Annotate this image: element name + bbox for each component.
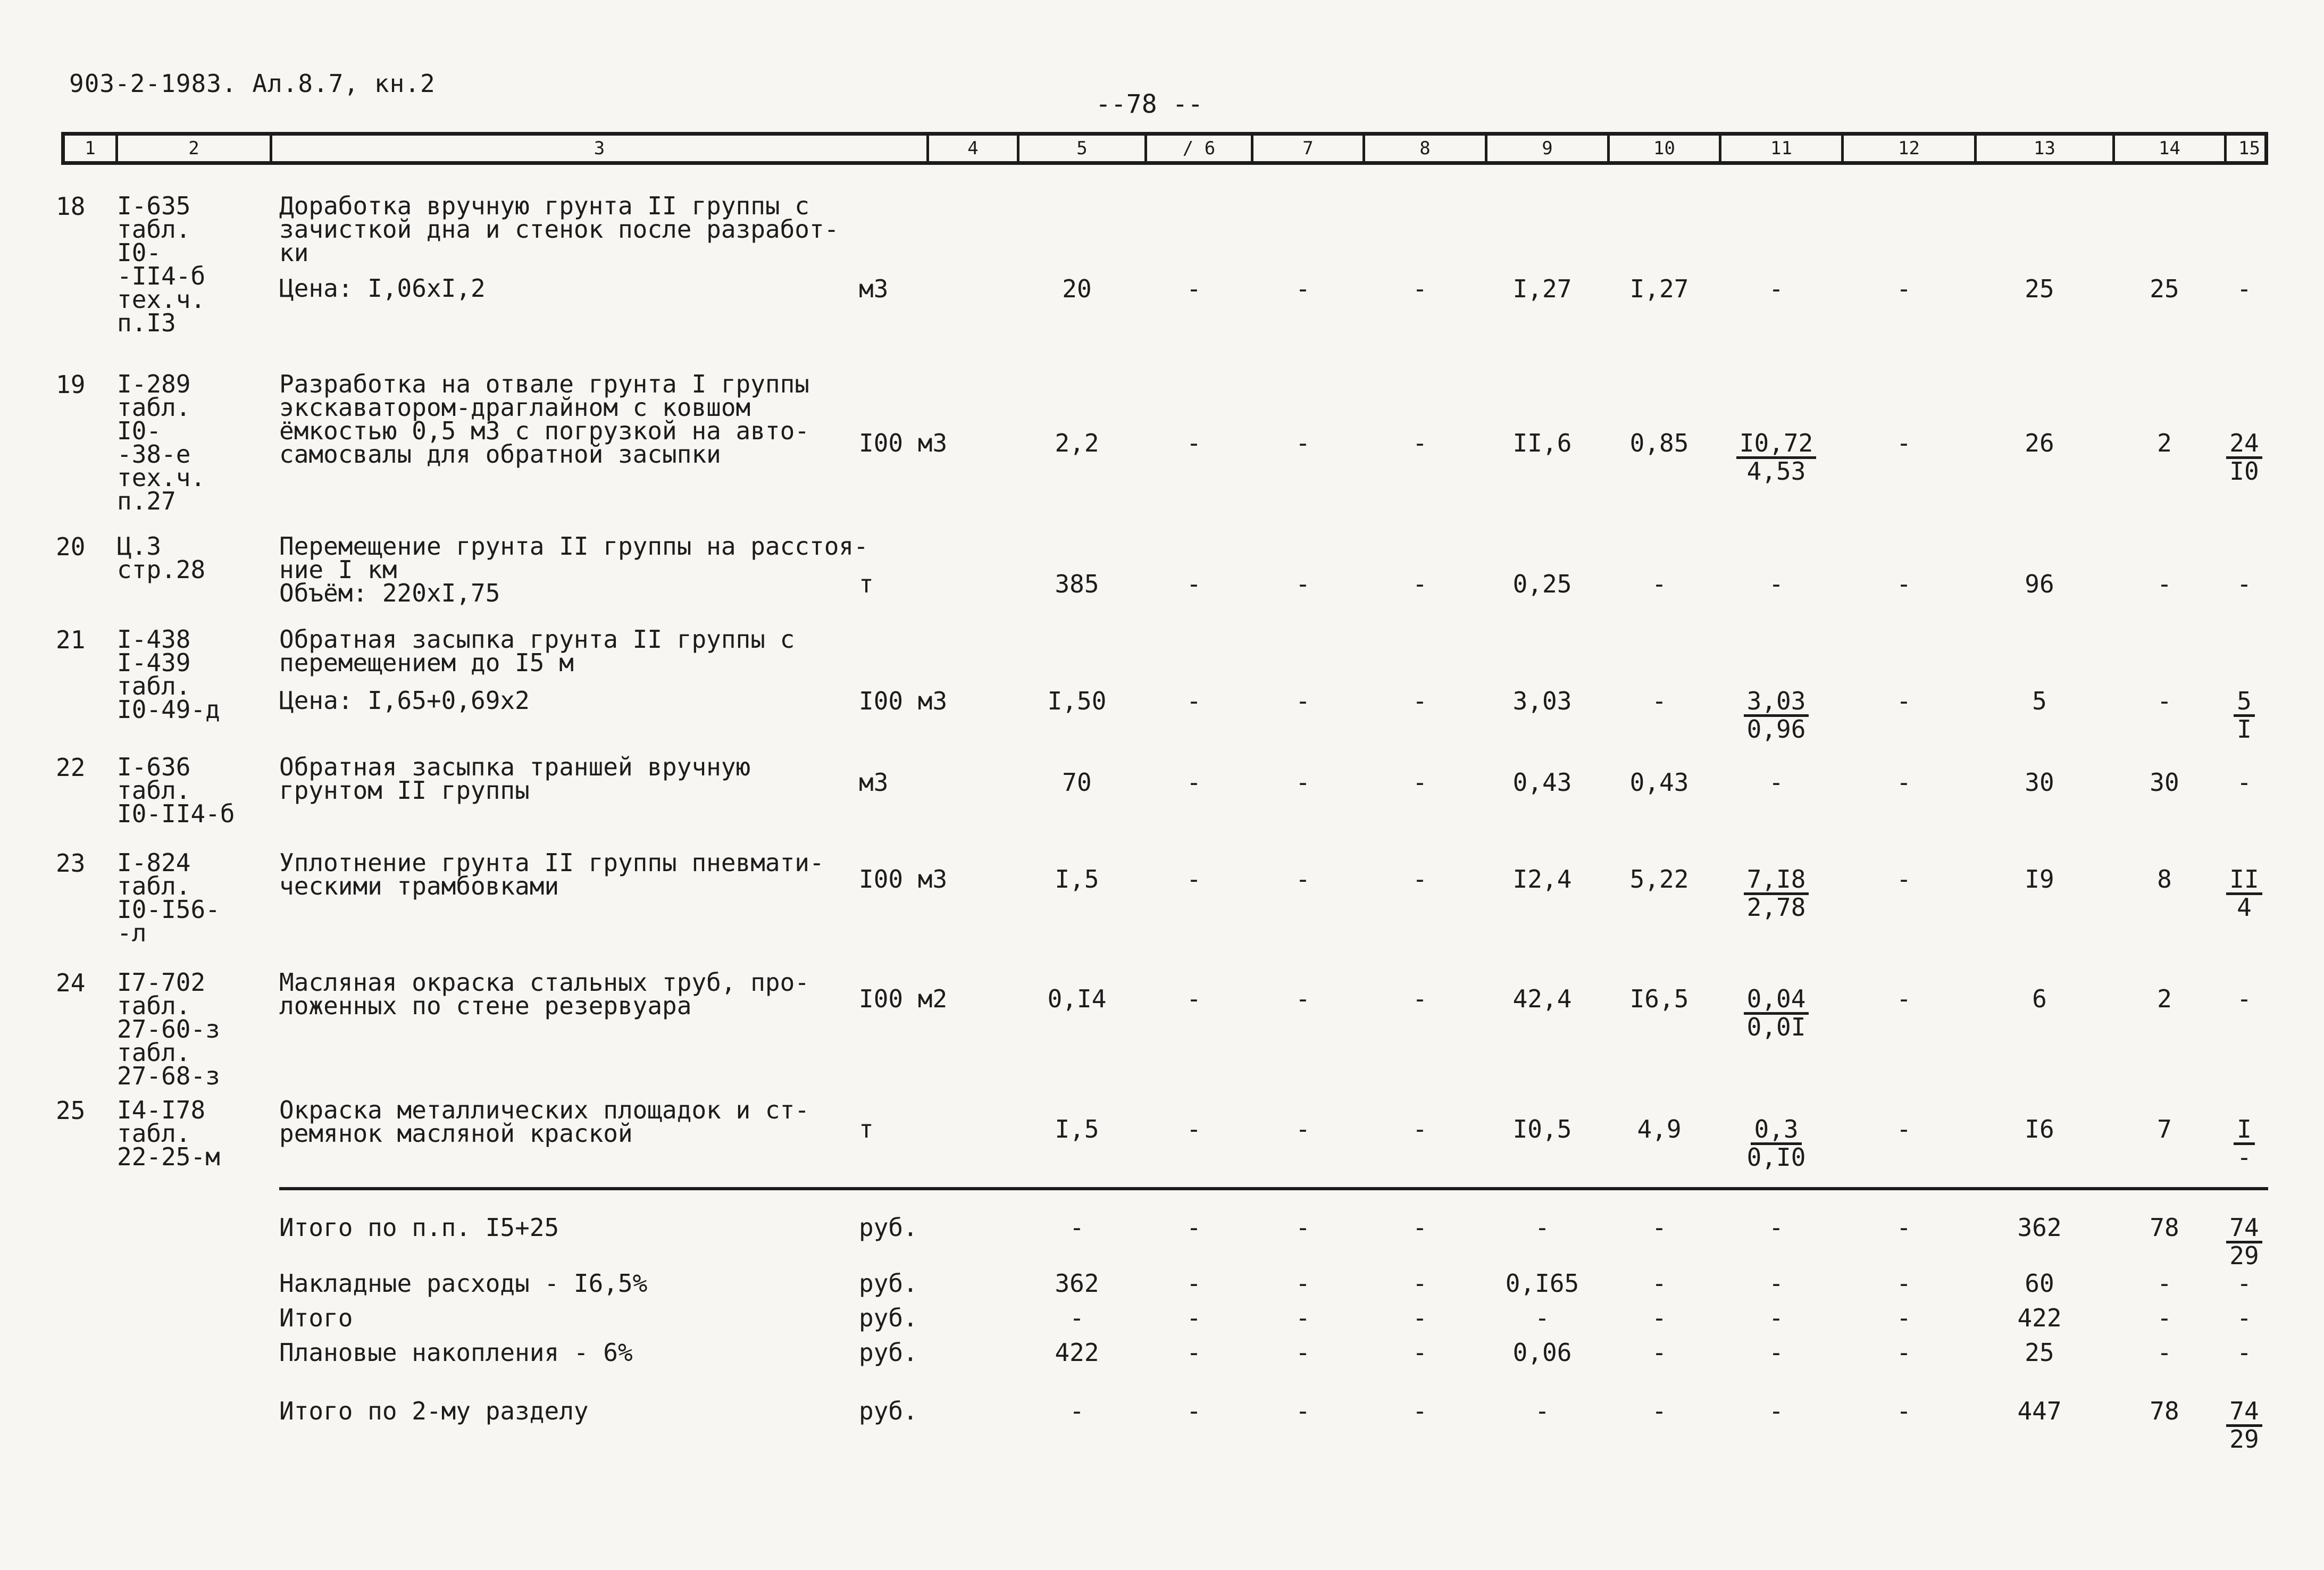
column-header-4: 4: [926, 136, 1017, 161]
cell-c7: -: [1295, 1338, 1310, 1367]
cell-c11-top: -: [1769, 274, 1784, 303]
cell-c6: -: [1186, 687, 1201, 715]
cell-c11-top: I0,72: [1736, 431, 1816, 459]
cell-c11-top: -: [1769, 570, 1784, 598]
cell-c12: -: [1896, 865, 1911, 893]
cell-c11-top: -: [1769, 768, 1784, 797]
cell-qty: I,5: [1055, 865, 1099, 893]
cell-c11-bottom: 0,96: [1746, 715, 1806, 744]
cell-c11: [1715, 687, 1837, 744]
cell-c15: [2220, 429, 2268, 486]
cell-c15-top: 5: [2234, 689, 2255, 717]
cell-c13: 26: [2025, 429, 2054, 457]
cell-c15-top: I: [2234, 1117, 2255, 1145]
work-description: Обратная засыпка траншей вручную грунтом II группы: [279, 753, 751, 805]
cell-c15-bottom: I0: [2229, 457, 2259, 486]
column-header-6: / 6: [1144, 136, 1251, 161]
cell-c15: [2220, 1340, 2268, 1365]
cell-qty: -: [1069, 1213, 1084, 1242]
cell-c6: -: [1186, 1269, 1201, 1298]
cell-c14: 2: [2157, 429, 2172, 457]
cell-c6: -: [1186, 865, 1201, 893]
unit: м3: [859, 274, 889, 303]
cell-c8: -: [1412, 687, 1427, 715]
rate-reference: I-635 табл. I0- -II4-б тех.ч. п.I3: [117, 191, 206, 337]
cell-qty: 362: [1055, 1269, 1099, 1298]
cell-c10: I6,5: [1629, 984, 1689, 1013]
cell-qty: -: [1069, 1304, 1084, 1332]
cell-c15: [2220, 1271, 2268, 1296]
unit: руб.: [859, 1397, 918, 1425]
unit: I00 м2: [859, 984, 948, 1013]
cell-c7: -: [1295, 984, 1310, 1013]
cell-c9: 3,03: [1512, 687, 1572, 715]
cell-c11: [1715, 1117, 1837, 1170]
cell-c12: -: [1896, 984, 1911, 1013]
cell-c15: [2220, 1215, 2268, 1268]
cell-c8: -: [1412, 1304, 1427, 1332]
cell-c8: -: [1412, 1115, 1427, 1143]
column-header-13: 13: [1974, 136, 2112, 161]
column-header-3: 3: [270, 136, 926, 161]
page-number: --78 --: [1096, 89, 1203, 119]
cell-c12: -: [1896, 1269, 1911, 1298]
cell-c12: -: [1896, 1213, 1911, 1242]
cell-c15-top: -: [2237, 768, 2252, 797]
cell-c15-top: -: [2237, 274, 2252, 303]
cell-c7: -: [1295, 1115, 1310, 1143]
column-header-14: 14: [2112, 136, 2224, 161]
cell-c8: -: [1412, 1269, 1427, 1298]
row-number: 18: [56, 192, 86, 221]
cell-c10: -: [1652, 1213, 1667, 1242]
cell-c10: -: [1652, 1397, 1667, 1425]
work-description: Масляная окраска стальных труб, про- ложенных по стене резервуара: [279, 968, 809, 1020]
cell-c9: 0,43: [1512, 768, 1572, 797]
cell-c12: -: [1896, 1338, 1911, 1367]
cell-c11: [1715, 429, 1837, 486]
cell-c6: -: [1186, 1304, 1201, 1332]
column-header-15: 15: [2224, 136, 2272, 161]
cell-c13: 362: [2017, 1213, 2062, 1242]
cell-c14: -: [2157, 687, 2172, 715]
totals-separator: [279, 1187, 2268, 1190]
cell-c8: -: [1412, 274, 1427, 303]
cell-c11: [1715, 572, 1837, 596]
cell-c6: -: [1186, 1115, 1201, 1143]
cell-c11-bottom: 0,0I: [1746, 1013, 1806, 1041]
column-header-9: 9: [1485, 136, 1607, 161]
cell-c9: I0,5: [1512, 1115, 1572, 1143]
column-header-12: 12: [1841, 136, 1974, 161]
work-description: Разработка на отвале грунта I группы экскаватором-драглайном с ковшом ёмкостью 0,5 м3 с погрузкой на авто- самосвалы для обратной засыпки: [279, 370, 809, 469]
cell-qty: 385: [1055, 570, 1099, 598]
cell-c11: -: [1769, 1397, 1784, 1425]
cell-c12: -: [1896, 274, 1911, 303]
row-number: 19: [56, 370, 86, 399]
cell-c11: [1715, 867, 1837, 920]
cell-c11-top: 3,03: [1744, 689, 1809, 717]
column-number-header: [61, 132, 2268, 165]
cell-c14: 7: [2157, 1115, 2172, 1143]
column-header-11: 11: [1719, 136, 1841, 161]
document-code: 903-2-1983. Ал.8.7, кн.2: [69, 69, 436, 98]
unit: руб.: [859, 1269, 918, 1298]
cell-c9: I2,4: [1512, 865, 1572, 893]
cell-c10: 4,9: [1637, 1115, 1682, 1143]
unit: руб.: [859, 1213, 918, 1242]
unit: т: [859, 570, 874, 598]
cell-c11-bottom: 4,53: [1746, 457, 1806, 486]
cell-c15-top: -: [2237, 1338, 2252, 1367]
cell-c15-bottom: I: [2237, 715, 2252, 744]
cell-c13: 447: [2017, 1397, 2062, 1425]
totals-label: Итого: [279, 1304, 353, 1332]
cell-qty: 2,2: [1055, 429, 1099, 457]
unit: I00 м3: [859, 687, 948, 715]
cell-c13: 60: [2025, 1269, 2054, 1298]
cell-c9: 42,4: [1512, 984, 1572, 1013]
cell-c15-top: 74: [2226, 1399, 2262, 1427]
cell-c12: -: [1896, 768, 1911, 797]
cell-c9: 0,06: [1512, 1338, 1572, 1367]
row-number: 23: [56, 849, 86, 878]
cell-qty: 70: [1062, 768, 1092, 797]
cell-c15: [2220, 1117, 2268, 1170]
price-note: Цена: I,65+0,69x2: [279, 686, 530, 715]
cell-c6: -: [1186, 570, 1201, 598]
work-description: Уплотнение грунта II группы пневмати- ческими трамбовками: [279, 848, 824, 900]
cell-c15: [2220, 770, 2268, 795]
cell-c12: -: [1896, 1115, 1911, 1143]
cell-c13: 25: [2025, 1338, 2054, 1367]
cell-c11-top: 0,3: [1751, 1117, 1801, 1145]
cell-c15: [2220, 1306, 2268, 1330]
cell-qty: I,5: [1055, 1115, 1099, 1143]
cell-c15-top: II: [2226, 867, 2262, 895]
cell-c6: -: [1186, 984, 1201, 1013]
cell-c13: 96: [2025, 570, 2054, 598]
cell-c11: -: [1769, 1338, 1784, 1367]
cell-c15-top: -: [2237, 1304, 2252, 1332]
cell-c11-top: 7,I8: [1744, 867, 1809, 895]
unit: I00 м3: [859, 429, 948, 457]
cell-c15: [2220, 572, 2268, 596]
column-header-7: 7: [1251, 136, 1362, 161]
totals-label: Плановые накопления - 6%: [279, 1338, 633, 1367]
cell-c15: [2220, 984, 2268, 1013]
cell-c6: -: [1186, 429, 1201, 457]
cell-c14: 25: [2150, 274, 2179, 303]
cell-c7: -: [1295, 865, 1310, 893]
cell-c15-top: 24: [2226, 431, 2262, 459]
cell-c14: 8: [2157, 865, 2172, 893]
cell-c13: 6: [2032, 984, 2047, 1013]
cell-c13: 5: [2032, 687, 2047, 715]
cell-c15: [2220, 274, 2268, 303]
cell-qty: 422: [1055, 1338, 1099, 1367]
cell-c8: -: [1412, 1213, 1427, 1242]
rate-reference: I-438 I-439 табл. I0-49-д: [117, 625, 220, 724]
cell-c8: -: [1412, 1397, 1427, 1425]
price-note: Цена: I,06xI,2: [279, 274, 486, 303]
cell-c12: -: [1896, 687, 1911, 715]
cell-c15-top: -: [2237, 570, 2252, 598]
cell-c9: 0,25: [1512, 570, 1572, 598]
cell-c10: I,27: [1629, 274, 1689, 303]
cell-c15-top: 74: [2226, 1215, 2262, 1243]
cell-qty: I,50: [1047, 687, 1107, 715]
column-header-2: 2: [115, 136, 270, 161]
cell-c11: -: [1769, 1304, 1784, 1332]
totals-label: Итого по 2-му разделу: [279, 1397, 589, 1425]
cell-c15-bottom: 4: [2237, 893, 2252, 922]
totals-label: Итого по п.п. I5+25: [279, 1213, 559, 1242]
cell-c13: 422: [2017, 1304, 2062, 1332]
cell-c8: -: [1412, 1338, 1427, 1367]
row-number: 21: [56, 625, 86, 654]
unit: руб.: [859, 1338, 918, 1367]
rate-reference: I-289 табл. I0- -38-е тех.ч. п.27: [117, 370, 206, 515]
cell-c15-top: -: [2237, 984, 2252, 1013]
cell-c9: -: [1535, 1213, 1550, 1242]
cell-c11-top: 0,04: [1744, 987, 1809, 1015]
cell-c6: -: [1186, 1397, 1201, 1425]
cell-c7: -: [1295, 768, 1310, 797]
work-description: Доработка вручную грунта II группы с зачисткой дна и стенок после разработ- ки: [279, 191, 839, 267]
cell-c8: -: [1412, 570, 1427, 598]
cell-c14: -: [2157, 1338, 2172, 1367]
cell-c13: I9: [2025, 865, 2054, 893]
cell-c10: -: [1652, 570, 1667, 598]
cell-c15-bottom: -: [2237, 1143, 2252, 1172]
cell-c10: 5,22: [1629, 865, 1689, 893]
cell-c12: -: [1896, 570, 1911, 598]
rate-reference: Ц.3 стр.28: [117, 532, 206, 584]
cell-c15: [2220, 867, 2268, 920]
work-description: Окраска металлических площадок и ст- ремянок масляной краской: [279, 1096, 809, 1148]
cell-c7: -: [1295, 1213, 1310, 1242]
column-header-1: 1: [85, 138, 96, 159]
cell-c9: -: [1535, 1397, 1550, 1425]
cell-c7: -: [1295, 274, 1310, 303]
work-description: Перемещение грунта II группы на расстоя- ние I км Объём: 220xI,75: [279, 532, 868, 607]
unit: руб.: [859, 1304, 918, 1332]
cell-c14: -: [2157, 1304, 2172, 1332]
cell-c7: -: [1295, 1304, 1310, 1332]
totals-label: Накладные расходы - I6,5%: [279, 1269, 648, 1298]
cell-c14: -: [2157, 570, 2172, 598]
row-number: 24: [56, 968, 86, 997]
cell-qty: 0,I4: [1047, 984, 1107, 1013]
cell-c14: 2: [2157, 984, 2172, 1013]
cell-c7: -: [1295, 687, 1310, 715]
cell-c15: [2220, 1397, 2268, 1454]
cell-c7: -: [1295, 429, 1310, 457]
unit: I00 м3: [859, 865, 948, 893]
rate-reference: I-636 табл. I0-II4-б: [117, 753, 235, 828]
cell-c9: II,6: [1512, 429, 1572, 457]
cell-c12: -: [1896, 429, 1911, 457]
cell-c11: [1715, 274, 1837, 303]
cell-c13: 30: [2025, 768, 2054, 797]
cell-c9: I,27: [1512, 274, 1572, 303]
cell-c14: 78: [2150, 1213, 2179, 1242]
row-number: 22: [56, 753, 86, 782]
cell-qty: -: [1069, 1397, 1084, 1425]
cell-c7: -: [1295, 570, 1310, 598]
cell-c8: -: [1412, 865, 1427, 893]
cell-c13: I6: [2025, 1115, 2054, 1143]
cell-c10: 0,85: [1629, 429, 1689, 457]
work-description: Обратная засыпка грунта II группы с перемещением до I5 м: [279, 625, 795, 677]
cell-c11-bottom: 0,I0: [1746, 1143, 1806, 1172]
cell-c10: -: [1652, 1304, 1667, 1332]
cell-c10: 0,43: [1629, 768, 1689, 797]
cell-c10: -: [1652, 687, 1667, 715]
unit: м3: [859, 768, 889, 797]
cell-c14: 30: [2150, 768, 2179, 797]
cell-qty: 20: [1062, 274, 1092, 303]
cell-c6: -: [1186, 1213, 1201, 1242]
cell-c11: [1715, 984, 1837, 1041]
rate-reference: I-824 табл. I0-I56- -л: [117, 848, 220, 947]
cell-c13: 25: [2025, 274, 2054, 303]
row-number: 20: [56, 532, 86, 561]
cell-c8: -: [1412, 429, 1427, 457]
unit: т: [859, 1115, 874, 1143]
rate-reference: I7-702 табл. 27-60-з табл. 27-68-з: [117, 968, 220, 1090]
cell-c15-bottom: 29: [2229, 1241, 2259, 1270]
cell-c7: -: [1295, 1269, 1310, 1298]
cell-c11-bottom: 2,78: [1746, 893, 1806, 922]
cell-c9: 0,I65: [1505, 1269, 1579, 1298]
column-header-5: 5: [1017, 136, 1144, 161]
cell-c10: -: [1652, 1338, 1667, 1367]
cell-c6: -: [1186, 1338, 1201, 1367]
cell-c12: -: [1896, 1304, 1911, 1332]
cell-c15: [2220, 687, 2268, 744]
cell-c12: -: [1896, 1397, 1911, 1425]
cell-c15-top: -: [2237, 1269, 2252, 1298]
cell-c10: -: [1652, 1269, 1667, 1298]
cell-c9: -: [1535, 1304, 1550, 1332]
cell-c6: -: [1186, 274, 1201, 303]
cell-c8: -: [1412, 984, 1427, 1013]
cell-c14: 78: [2150, 1397, 2179, 1425]
cell-c11: -: [1769, 1269, 1784, 1298]
cell-c15-bottom: 29: [2229, 1425, 2259, 1454]
cell-c7: -: [1295, 1397, 1310, 1425]
column-header-10: 10: [1607, 136, 1719, 161]
row-number: 25: [56, 1096, 86, 1125]
rate-reference: I4-I78 табл. 22-25-м: [117, 1096, 220, 1171]
cell-c6: -: [1186, 768, 1201, 797]
column-header-8: 8: [1362, 136, 1485, 161]
cell-c11: -: [1769, 1213, 1784, 1242]
cell-c14: -: [2157, 1269, 2172, 1298]
cell-c8: -: [1412, 768, 1427, 797]
cell-c11: [1715, 770, 1837, 795]
